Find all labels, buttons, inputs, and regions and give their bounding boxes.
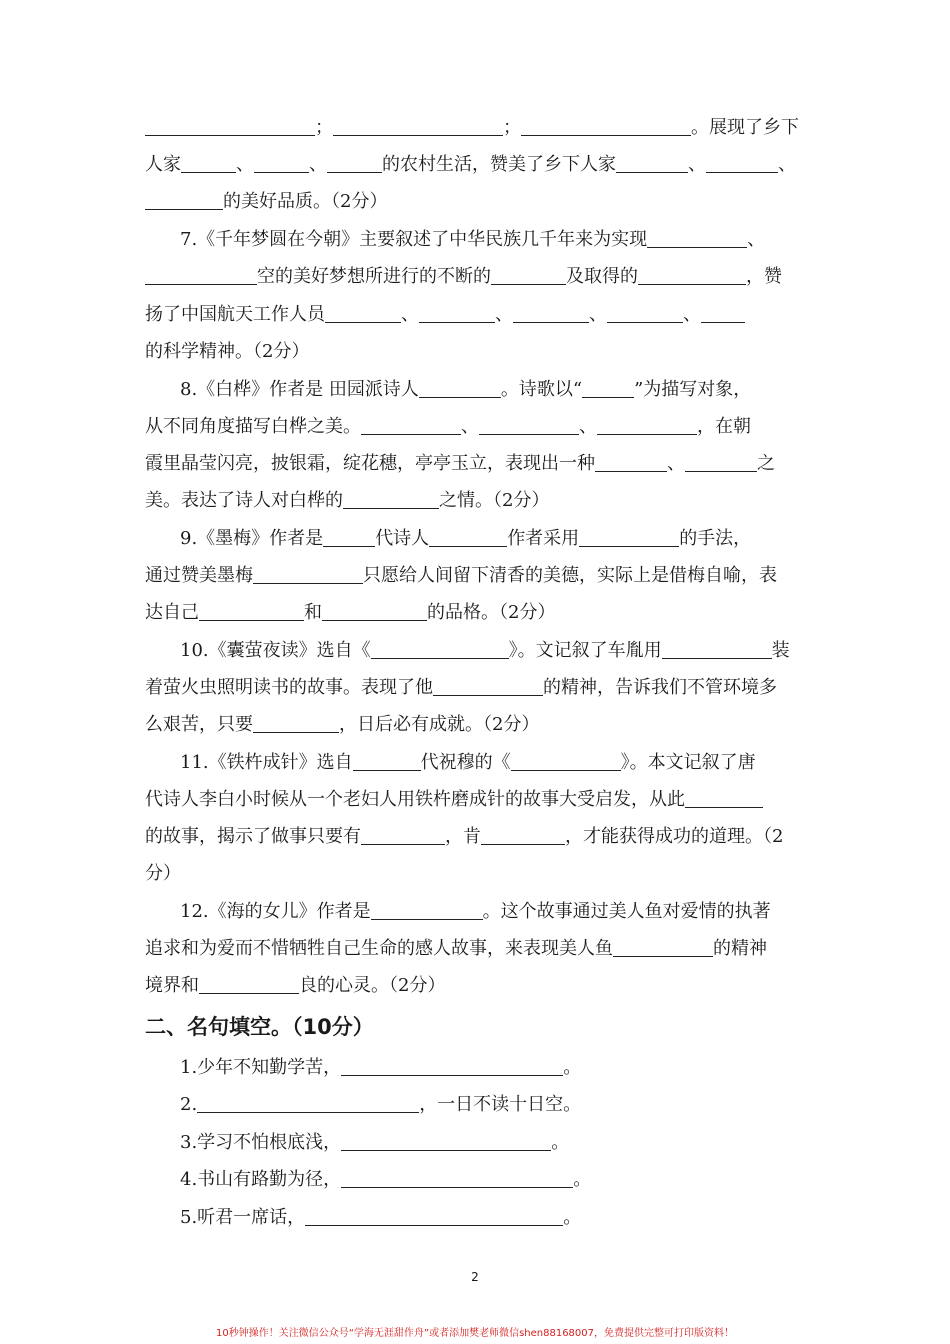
q8-line-1: 8.《白桦》作者是 田园派诗人 。诗歌以“ ”为描写对象， [180, 379, 752, 400]
q7-line-2: 空的美好梦想所进行的不断的 及取得的 ，赞 [145, 265, 810, 289]
answer-blank[interactable] [513, 304, 589, 323]
answer-blank[interactable] [481, 826, 565, 845]
q11-line-3: 的故事，揭示了做事只要有 ，肯 ，才能获得成功的道理。（2 [145, 826, 784, 847]
answer-blank[interactable] [199, 602, 304, 621]
answer-blank[interactable] [597, 416, 697, 435]
answer-blank[interactable] [429, 528, 507, 547]
answer-blank[interactable] [327, 154, 382, 173]
q11-line-1: 11.《铁杵成针》选自 代祝穆的《 》。本文记叙了唐 [180, 752, 756, 773]
section-2-heading: 二、名句填空。（10分） [145, 1015, 374, 1039]
q8-line-3: 霞里晶莹闪亮，披银霜，绽花穗，亭亭玉立，表现出一种 、 之 [145, 453, 775, 474]
s2-item-1: 1.少年不知勤学苦， 。 [180, 1057, 582, 1078]
answer-blank[interactable] [706, 154, 778, 173]
q6-line-1: ； ； 。展现了乡下 [145, 116, 810, 140]
q12-line-2: 追求和为爱而不惜牺牲自己生命的感人故事，来表现美人鱼 的精神 [145, 938, 767, 959]
answer-blank[interactable] [145, 266, 257, 285]
answer-blank[interactable] [419, 304, 495, 323]
answer-blank[interactable] [616, 154, 688, 173]
q9-line-1: 9.《墨梅》作者是 代诗人 作者采用 的手法， [180, 528, 752, 549]
answer-blank[interactable] [341, 1169, 573, 1188]
answer-blank[interactable] [579, 528, 679, 547]
answer-blank[interactable] [199, 975, 299, 994]
answer-blank[interactable] [361, 416, 461, 435]
answer-blank[interactable] [647, 229, 747, 248]
q9-line-2: 通过赞美墨梅 只愿给人间留下清香的美德，实际上是借梅自喻，表 [145, 565, 777, 586]
answer-blank[interactable] [371, 640, 509, 659]
s2-item-2: 2. ，一日不读十日空。 [180, 1094, 582, 1115]
answer-blank[interactable] [685, 453, 757, 472]
answer-blank[interactable] [491, 266, 566, 285]
answer-blank[interactable] [701, 304, 745, 323]
q10-line-3: 么艰苦，只要 ，日后必有成就。（2分） [145, 714, 540, 735]
answer-blank[interactable] [341, 1057, 563, 1076]
q6-line-2: 人家 、 、 的农村生活，赞美了乡下人家 、 、 [145, 154, 796, 175]
s2-item-4: 4.书山有路勤为径， 。 [180, 1169, 592, 1190]
answer-blank[interactable] [145, 191, 223, 210]
s2-item-5: 5.听君一席话， 。 [180, 1207, 582, 1228]
answer-blank[interactable] [181, 154, 236, 173]
page-number: 2 [471, 1270, 479, 1284]
q10-line-1: 10.《囊萤夜读》选自《 》。文记叙了车胤用 装 [180, 640, 790, 661]
q7-line-3: 扬了中国航天工作人员 、 、 、 、 [145, 303, 810, 327]
answer-blank[interactable] [419, 379, 501, 398]
answer-blank[interactable] [582, 379, 634, 398]
q9-line-3: 达自己 和 的品格。（2分） [145, 602, 556, 623]
answer-blank[interactable] [353, 752, 421, 771]
answer-blank[interactable] [253, 714, 339, 733]
s2-item-3: 3.学习不怕根底浅， 。 [180, 1132, 570, 1153]
answer-blank[interactable] [595, 453, 667, 472]
answer-blank[interactable] [479, 416, 579, 435]
q6-line-3: 的美好品质。（2分） [145, 190, 810, 214]
q7-line-4: 的科学精神。（2分） [145, 341, 310, 362]
answer-blank[interactable] [361, 826, 445, 845]
answer-blank[interactable] [607, 304, 683, 323]
q11-line-2: 代诗人李白小时候从一个老妇人用铁杵磨成针的故事大受启发，从此 [145, 788, 810, 812]
answer-blank[interactable] [433, 677, 543, 696]
answer-blank[interactable] [322, 602, 427, 621]
answer-blank[interactable] [662, 640, 772, 659]
answer-blank[interactable] [253, 565, 363, 584]
q10-line-2: 着萤火虫照明读书的故事。表现了他 的精神，告诉我们不管环境多 [145, 677, 777, 698]
footer-banner: 10秒钟操作！关注微信公众号“学海无涯甜作舟”或者添加樊老师微信shen88168007，免费提供完整可打印版资料！ [215, 1328, 735, 1339]
answer-blank[interactable] [305, 1207, 563, 1226]
q8-line-4: 美。表达了诗人对白桦的 之情。（2分） [145, 490, 550, 511]
answer-blank[interactable] [341, 1132, 551, 1151]
q12-line-1: 12.《海的女儿》作者是 。这个故事通过美人鱼对爱情的执著 [180, 901, 771, 922]
answer-blank[interactable] [511, 752, 621, 771]
answer-blank[interactable] [343, 490, 439, 509]
answer-blank[interactable] [254, 154, 309, 173]
answer-blank[interactable] [197, 1094, 419, 1113]
answer-blank[interactable] [613, 938, 713, 957]
answer-blank[interactable] [145, 117, 315, 136]
q11-line-4: 分） [145, 863, 181, 884]
answer-blank[interactable] [333, 117, 503, 136]
answer-blank[interactable] [323, 528, 375, 547]
answer-blank[interactable] [325, 304, 401, 323]
q7-line-1: 7.《千年梦圆在今朝》主要叙述了中华民族几千年来为实现 、 [180, 229, 766, 250]
answer-blank[interactable] [638, 266, 746, 285]
answer-blank[interactable] [521, 117, 691, 136]
q8-line-2: 从不同角度描写白桦之美。 、 、 ，在朝 [145, 416, 751, 437]
answer-blank[interactable] [371, 901, 483, 920]
q12-line-3: 境界和 良的心灵。（2分） [145, 975, 446, 996]
answer-blank[interactable] [685, 789, 763, 808]
